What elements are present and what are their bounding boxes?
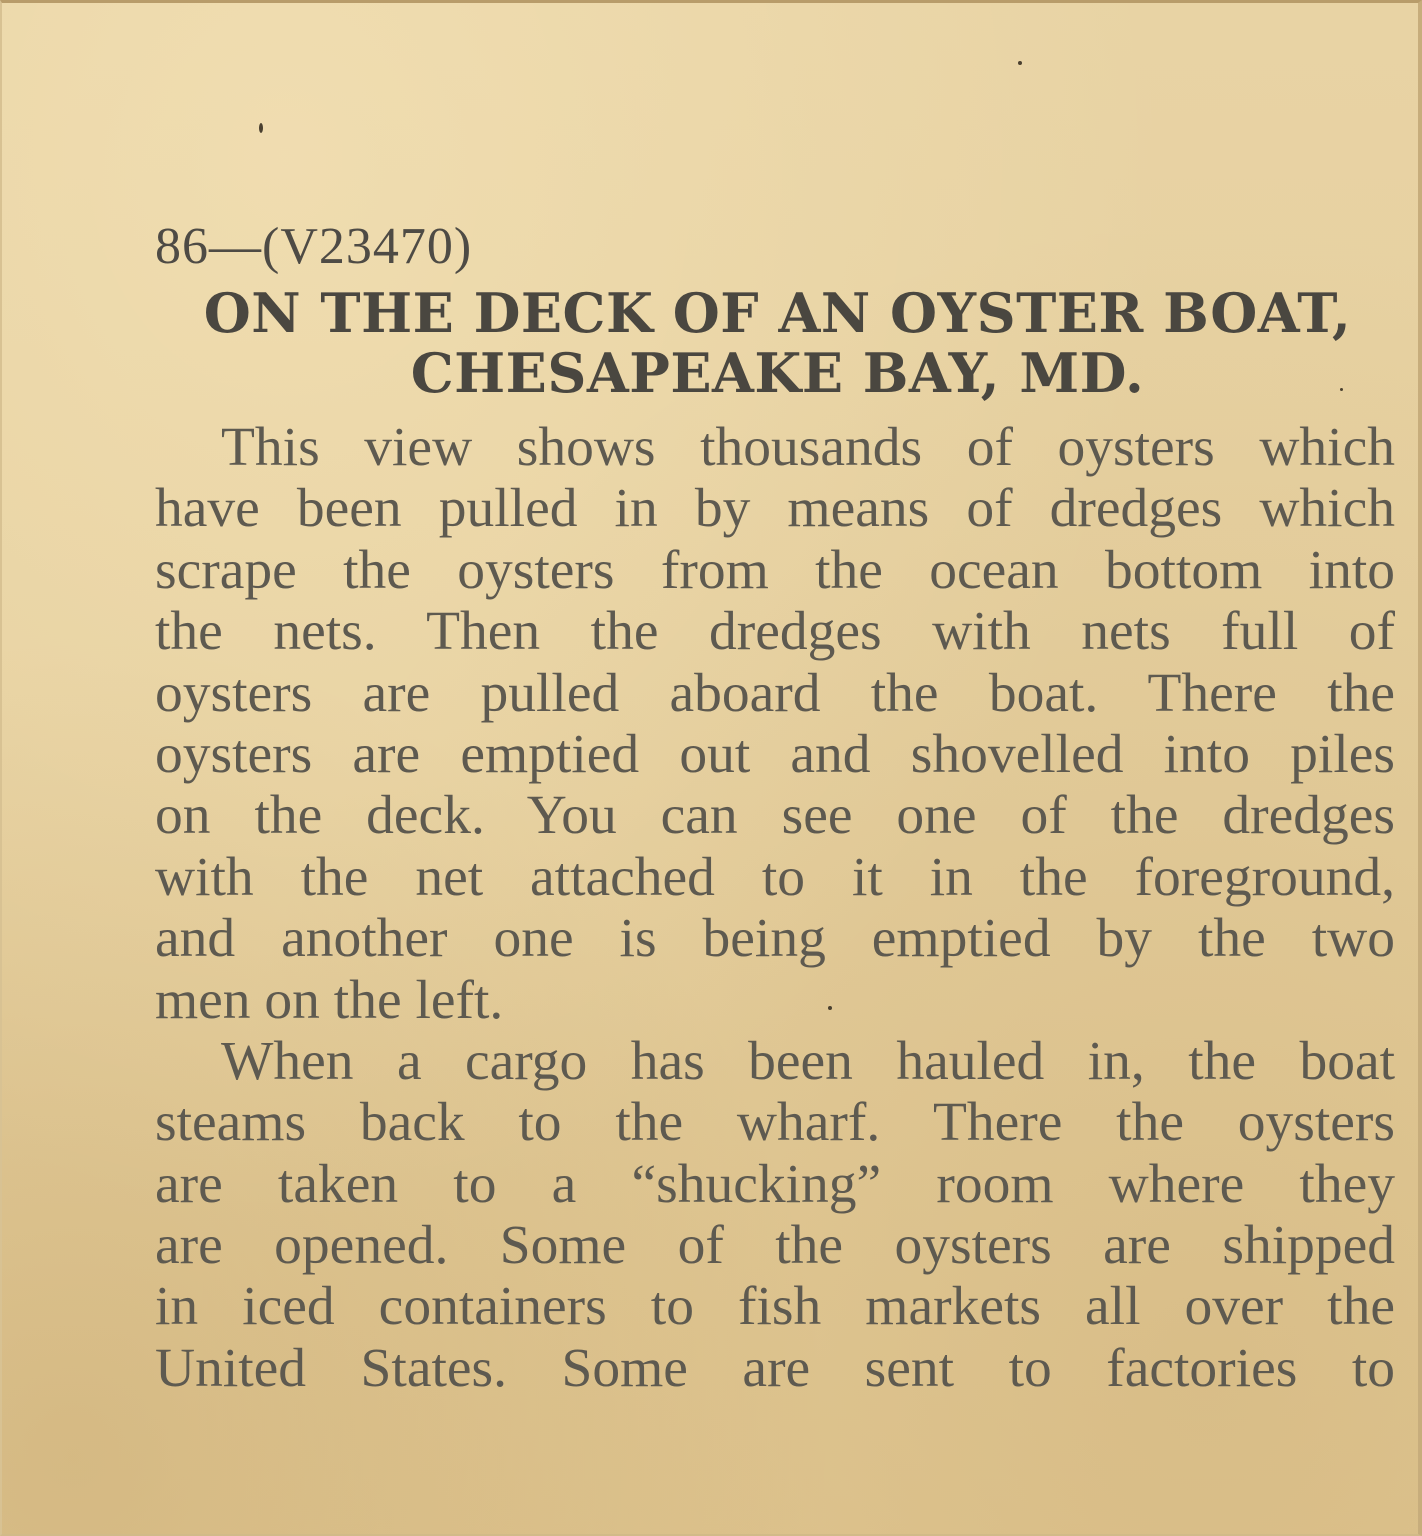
paragraph-1-line: This view shows thousands of oysters which bbox=[221, 417, 1395, 478]
paragraph-2-line: in iced containers to fish markets all over the bbox=[155, 1276, 1395, 1338]
paragraph-1-line: men on the left. bbox=[155, 969, 504, 1031]
title-line: ON THE DECK OF AN OYSTER BOAT, bbox=[203, 281, 1352, 345]
paragraph-1-line: and another one is being emptied by the two bbox=[155, 908, 1395, 970]
card-title bbox=[155, 283, 1400, 403]
paragraph-2-line: When a cargo has been hauled in, the boat bbox=[221, 1030, 1395, 1092]
paragraph-2-line: are opened. Some of the oysters are shipped bbox=[155, 1215, 1395, 1277]
card-reference-number: 86—(V23470) bbox=[155, 218, 473, 275]
paragraph-2-line: steams back to the wharf. There the oysters bbox=[155, 1092, 1395, 1154]
ink-speck bbox=[1018, 61, 1022, 65]
paragraph-1-line: with the net attached to it in the foreground, bbox=[155, 846, 1395, 908]
paragraph-1-line: oysters are pulled aboard the boat. There the bbox=[155, 662, 1395, 724]
paragraph-1-line: on the deck. You can see one of the dredges bbox=[155, 785, 1395, 847]
paragraph-1-line: have been pulled in by means of dredges which bbox=[155, 478, 1395, 540]
paragraph-1-line: the nets. Then the dredges with nets full of bbox=[155, 601, 1395, 663]
card-description bbox=[155, 417, 1395, 1399]
paragraph-2-line: are taken to a “shucking” room where they bbox=[155, 1153, 1395, 1215]
paragraph-2-line: United States. Some are sent to factories to bbox=[155, 1337, 1395, 1399]
paragraph-1-line: oysters are emptied out and shovelled into piles bbox=[155, 723, 1395, 785]
title-line: CHESAPEAKE BAY, MD. bbox=[410, 341, 1145, 405]
paragraph-1-line: scrape the oysters from the ocean bottom into bbox=[155, 539, 1395, 601]
ink-speck bbox=[259, 123, 263, 133]
